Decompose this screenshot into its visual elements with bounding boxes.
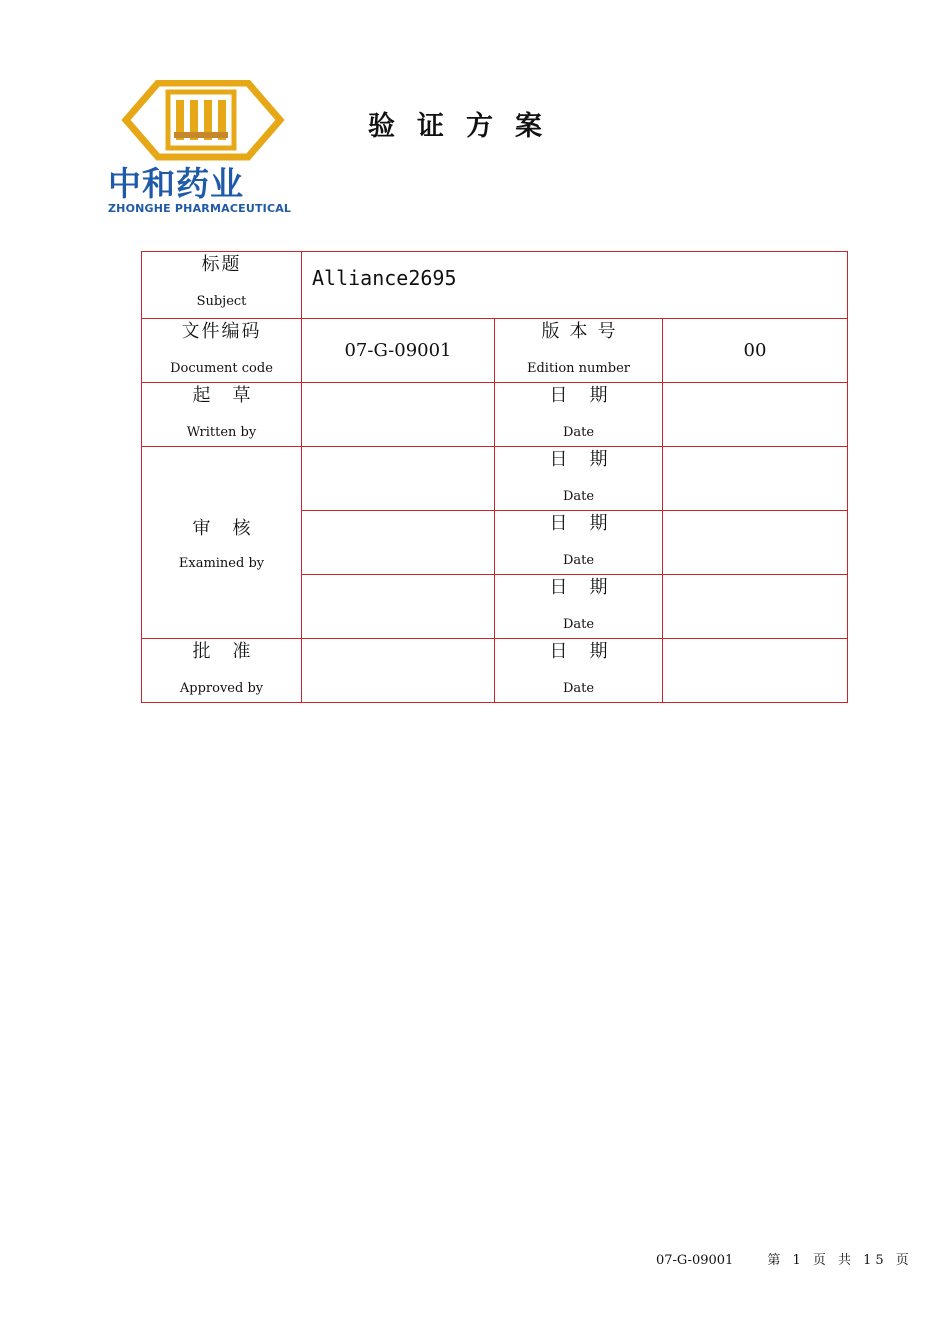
- date-label-cn: 日期: [549, 641, 630, 662]
- date-label-en: Date: [562, 553, 595, 568]
- approved-by-value: [302, 639, 495, 703]
- examined-by-label-cn: 审核: [192, 518, 273, 539]
- approved-row: [142, 639, 848, 703]
- examined-date-value-3: [663, 575, 848, 639]
- examined-by-value-1: [302, 447, 495, 511]
- code-row: [142, 319, 848, 383]
- page-footer: [656, 1249, 913, 1268]
- document-info-table: [141, 251, 848, 703]
- date-label-en: Date: [562, 617, 595, 632]
- company-logo: [108, 80, 298, 220]
- examined-date-value-2: [663, 511, 848, 575]
- written-by-label-cell: [142, 383, 302, 447]
- edition-number-label-cn: 版本号: [541, 321, 626, 342]
- approved-date-label-cell: [495, 639, 663, 703]
- examined-by-value-2: [302, 511, 495, 575]
- edition-number-label-cell: [495, 319, 663, 383]
- footer-page-number: 第 1 页 共 15 页: [767, 1253, 913, 1268]
- examined-by-label-en: Examined by: [178, 556, 265, 571]
- document-code-label-cn: 文件编码: [181, 321, 262, 342]
- subject-label-cn: 标题: [201, 254, 242, 275]
- date-label-en: Date: [562, 489, 595, 504]
- approved-date-value: [663, 639, 848, 703]
- examined-by-value-3: [302, 575, 495, 639]
- examined-row-1: [142, 447, 848, 511]
- examined-date-value-1: [663, 447, 848, 511]
- examined-date-label-cell-2: [495, 511, 663, 575]
- examined-date-label-cell-3: [495, 575, 663, 639]
- date-label-cn: 日期: [549, 385, 630, 406]
- date-label-cn: 日期: [549, 577, 630, 598]
- written-by-label-en: Written by: [186, 425, 257, 440]
- examined-by-label-cell: [142, 447, 302, 639]
- date-label-en: Date: [562, 681, 595, 696]
- subject-label-en: Subject: [196, 294, 247, 309]
- written-date-value: [663, 383, 848, 447]
- written-date-label-cell: [495, 383, 663, 447]
- subject-row: [142, 252, 848, 319]
- approved-by-label-cell: [142, 639, 302, 703]
- logo-name-en: ZHONGHE PHARMACEUTICAL: [108, 202, 292, 215]
- edition-number-label-en: Edition number: [527, 361, 630, 376]
- document-code-label-en: Document code: [170, 361, 273, 376]
- examined-date-label-cell-1: [495, 447, 663, 511]
- logo-name-cn: 中和药业: [108, 164, 244, 203]
- date-label-cn: 日期: [549, 449, 630, 470]
- subject-value: Alliance2695: [302, 252, 848, 319]
- date-label-en: Date: [562, 425, 595, 440]
- written-by-label-cn: 起草: [192, 385, 273, 406]
- edition-number-value: 00: [663, 319, 848, 383]
- approved-by-label-cn: 批准: [192, 641, 273, 662]
- subject-label-cell: [142, 252, 302, 319]
- written-by-value: [302, 383, 495, 447]
- document-code-label-cell: [142, 319, 302, 383]
- document-code-value: 07-G-09001: [302, 319, 495, 383]
- logo-emblem-icon: [108, 80, 298, 170]
- document-title: 验证方案: [368, 111, 564, 142]
- footer-document-code: 07-G-09001: [656, 1253, 734, 1268]
- approved-by-label-en: Approved by: [179, 681, 264, 696]
- date-label-cn: 日期: [549, 513, 630, 534]
- written-row: [142, 383, 848, 447]
